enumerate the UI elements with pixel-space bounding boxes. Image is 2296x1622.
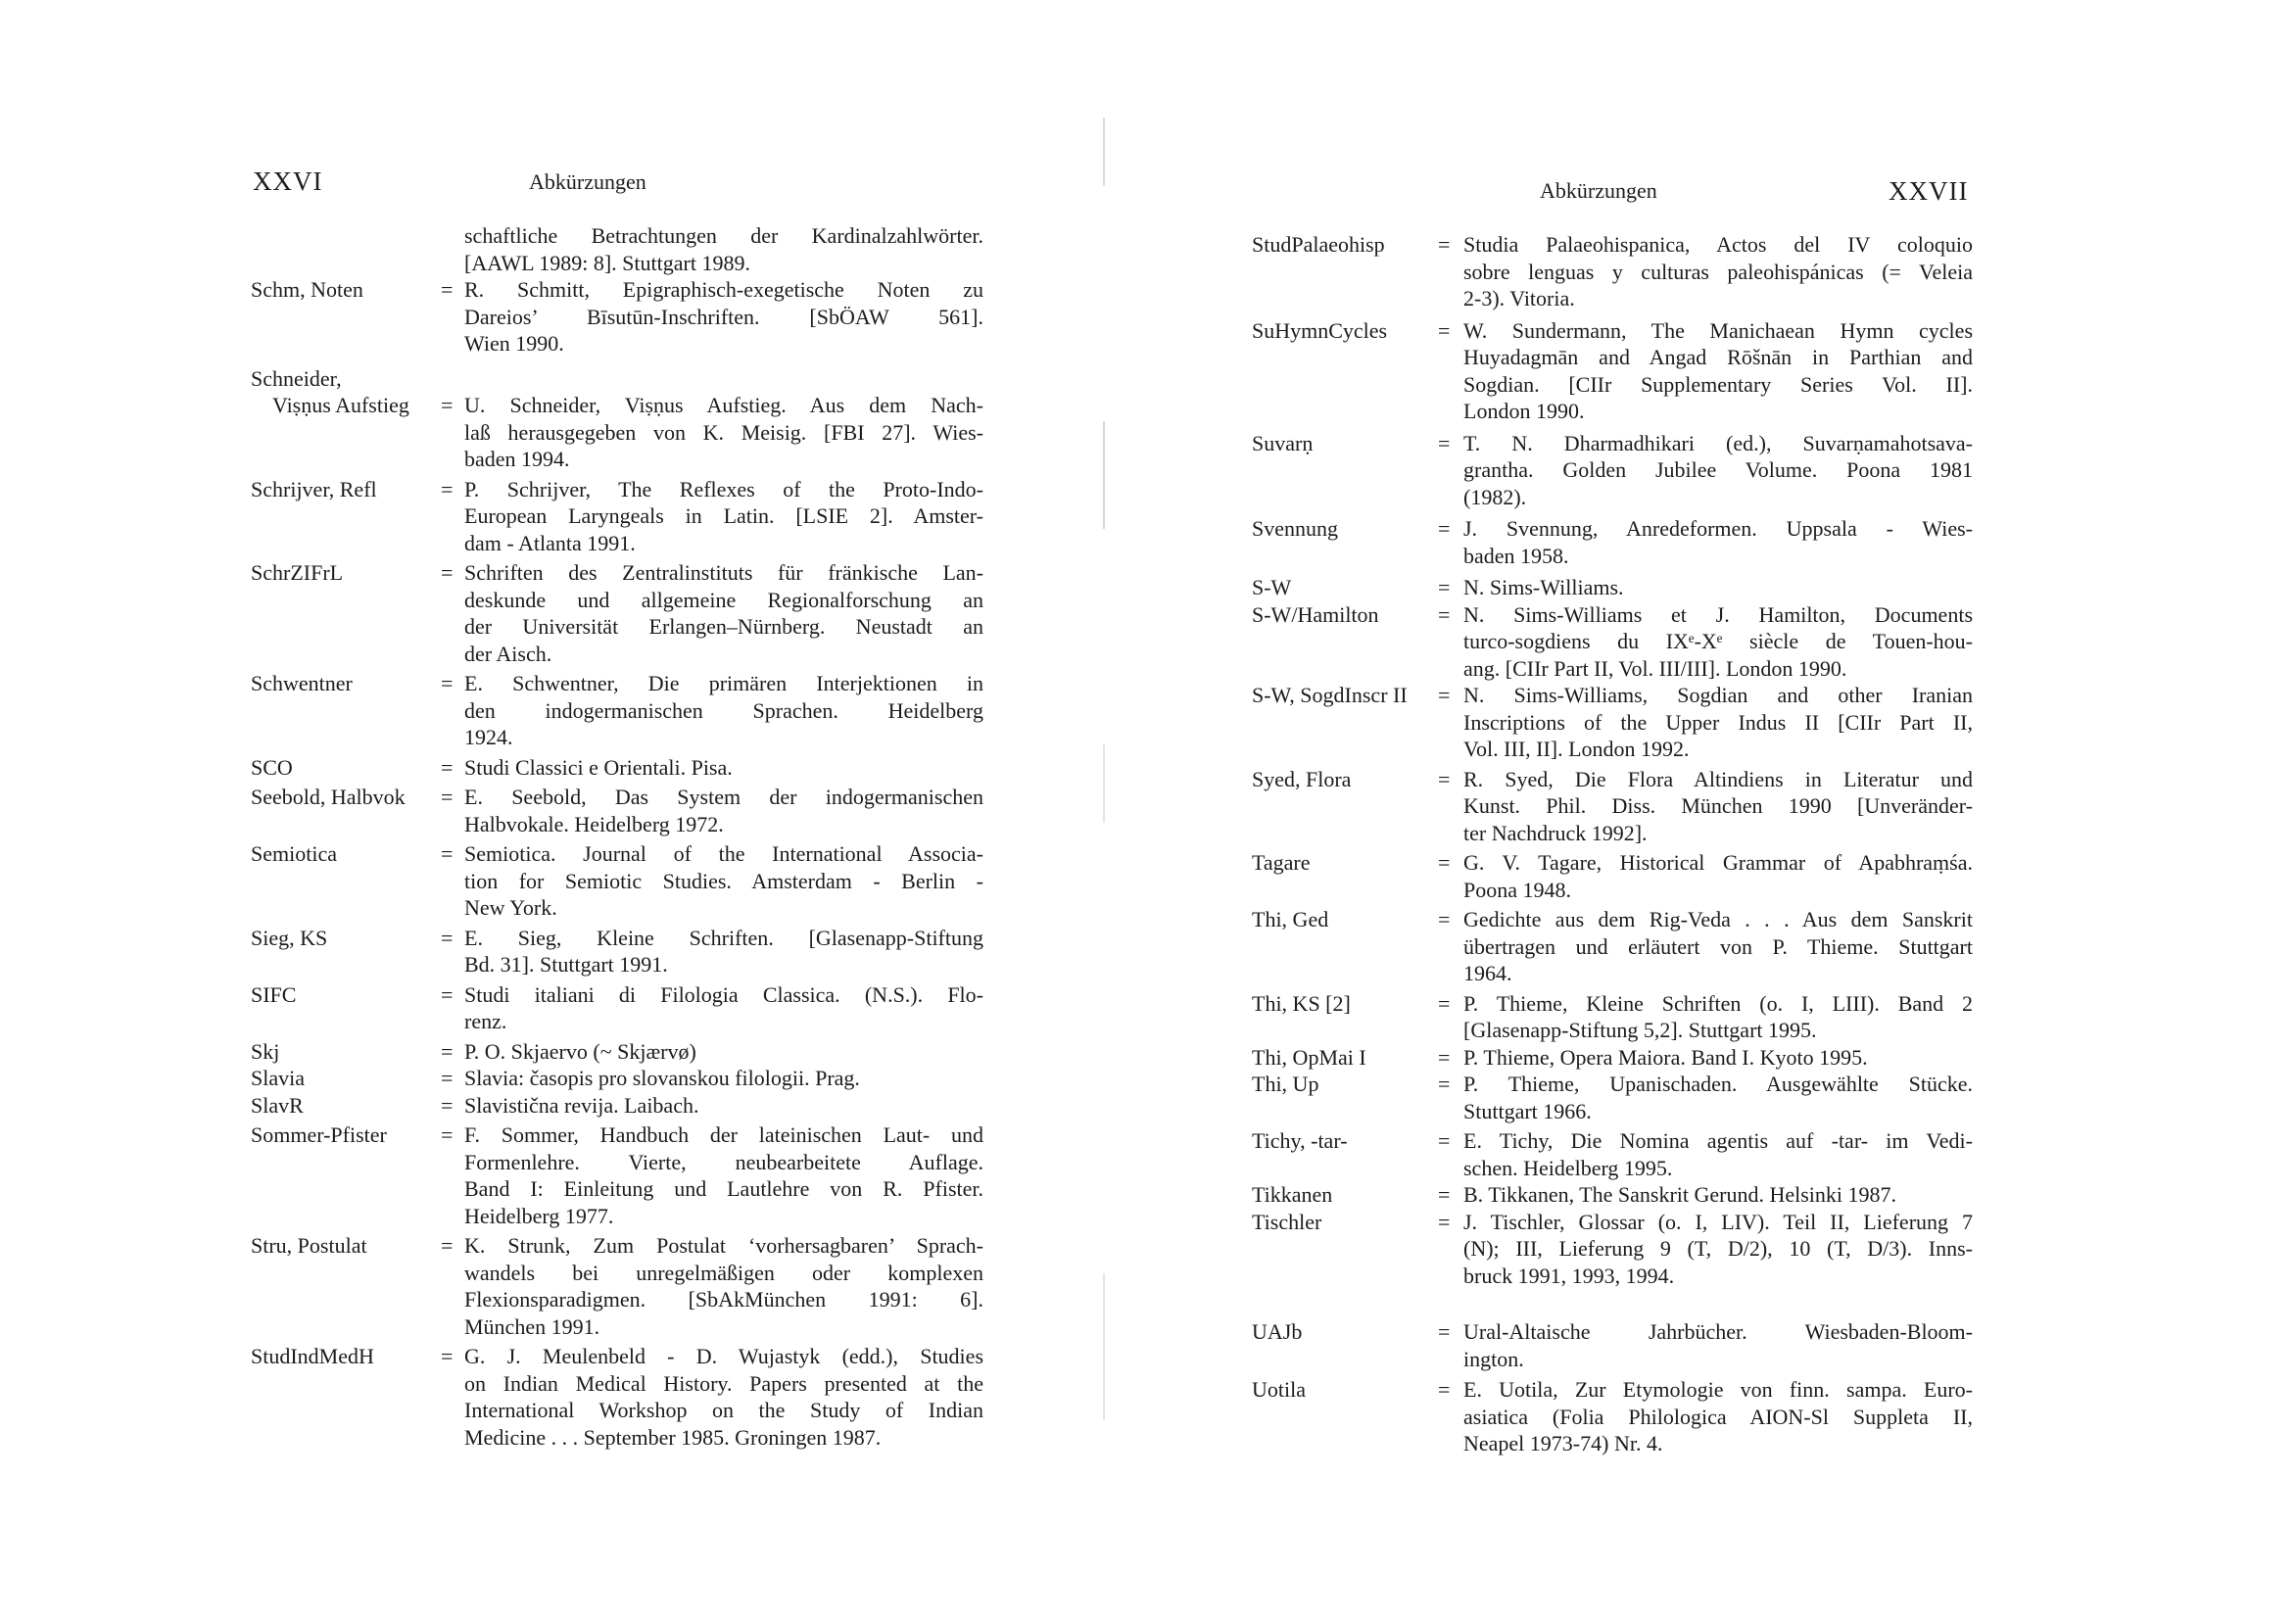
abbreviation-term: Sieg, KS	[251, 925, 328, 950]
abbreviation-term: Seebold, Halbvok	[251, 785, 406, 809]
abbreviation-definition	[1463, 1181, 1973, 1209]
equals-sign: =	[1438, 907, 1451, 931]
abbreviation-definition	[1463, 574, 1973, 601]
equals-sign: =	[441, 1066, 454, 1090]
abbreviation-definition	[464, 1065, 983, 1092]
abbreviation-entry	[251, 1232, 983, 1340]
abbreviation-definition	[464, 1038, 983, 1066]
text-line: E. Sieg, Kleine Schriften. [Glasenapp-Stiftung	[464, 925, 983, 950]
abbreviation-term: Sommer-Pfister	[251, 1122, 387, 1147]
text-line: Flexionsparadigmen. [SbAkMünchen 1991: 6].	[464, 1287, 983, 1312]
text-line: baden 1994.	[464, 447, 570, 471]
entry-list	[251, 222, 983, 1451]
abbreviation-term: Syed, Flora	[1252, 766, 1352, 791]
abbreviation-definition	[1463, 317, 1973, 425]
gutter-mark	[1103, 118, 1105, 186]
abbreviation-term: Semiotica	[251, 841, 337, 866]
text-line: schen. Heidelberg 1995.	[1463, 1155, 1673, 1180]
text-line: G. J. Meulenbeld - D. Wujastyk (edd.), Studies	[464, 1344, 983, 1368]
abbreviation-definition	[1463, 906, 1973, 987]
text-line: sobre lenguas y culturas paleohispánicas (= Veleia	[1463, 259, 1973, 284]
equals-sign: =	[441, 1122, 454, 1147]
abbreviation-entry	[1252, 906, 1973, 987]
abbreviation-entry	[251, 840, 983, 922]
text-line: Neapel 1973-74) Nr. 4.	[1463, 1431, 1663, 1455]
gutter-mark	[1103, 1273, 1105, 1420]
text-line: Bd. 31]. Stuttgart 1991.	[464, 952, 668, 977]
text-line: N. Sims-Williams.	[1463, 575, 1624, 599]
right-page	[1117, 0, 2296, 1622]
abbreviation-entry	[1252, 601, 1973, 683]
equals-sign: =	[1438, 1182, 1451, 1207]
abbreviation-definition	[464, 1092, 983, 1120]
text-line: Huyadagmān and Angad Rōšnān in Parthian and	[1463, 345, 1973, 369]
abbreviation-term: Viṣṇus Aufstieg	[272, 393, 409, 417]
text-line: P. Schrijver, The Reflexes of the Proto-Indo-	[464, 476, 983, 501]
abbreviation-entry	[1252, 1318, 1973, 1372]
text-line: E. Seebold, Das System der indogermanischen	[464, 785, 983, 809]
abbreviation-term: UAJb	[1252, 1319, 1303, 1344]
text-line: J. Tischler, Glossar (o. I, LIV). Teil II, Lieferung 7	[1463, 1209, 1973, 1234]
text-line: Slavia: časopis pro slovanskou filologii. Prag.	[464, 1066, 860, 1090]
text-line: Inscriptions of the Upper Indus II [CIIr Part II,	[1463, 709, 1973, 735]
abbreviation-definition	[464, 1232, 983, 1340]
abbreviation-definition	[464, 925, 983, 978]
text-line: U. Schneider, Viṣṇus Aufstieg. Aus dem Nach-	[464, 393, 983, 417]
abbreviation-entry	[251, 365, 983, 393]
abbreviation-term: Tagare	[1252, 850, 1311, 875]
abbreviation-entry	[1252, 1071, 1973, 1124]
abbreviation-definition	[464, 1343, 983, 1451]
abbreviation-definition	[464, 559, 983, 667]
abbreviation-term: Schneider,	[251, 365, 342, 391]
abbreviation-definition	[464, 981, 983, 1035]
abbreviation-term: SchrZIFrL	[251, 560, 344, 585]
equals-sign: =	[441, 1092, 454, 1118]
text-line: asiatica (Folia Philologica AION-Sl Suppleta II,	[1463, 1404, 1973, 1429]
abbreviation-entry	[251, 1121, 983, 1229]
equals-sign: =	[1438, 1072, 1451, 1096]
text-line: E. Tichy, Die Nomina agentis auf -tar- im Vedi-	[1463, 1128, 1973, 1153]
equals-sign: =	[1438, 232, 1451, 257]
abbreviation-definition	[464, 784, 983, 837]
equals-sign: =	[1438, 850, 1451, 875]
abbreviation-term: Thi, Ged	[1252, 907, 1329, 931]
text-line: renz.	[464, 1009, 507, 1033]
equals-sign: =	[441, 671, 454, 695]
equals-sign: =	[441, 841, 454, 866]
text-line: bruck 1991, 1993, 1994.	[1463, 1263, 1675, 1288]
text-line: Poona 1948.	[1463, 877, 1571, 902]
abbreviation-term: S-W, SogdInscr II	[1252, 683, 1408, 707]
abbreviation-entry	[251, 670, 983, 751]
abbreviation-entry	[251, 1343, 983, 1451]
equals-sign: =	[1438, 990, 1451, 1016]
equals-sign: =	[441, 754, 454, 780]
text-line: (1982).	[1463, 484, 1527, 509]
text-line: London 1990.	[1463, 399, 1585, 423]
text-line: 2-3). Vitoria.	[1463, 286, 1575, 310]
abbreviation-definition	[1463, 1318, 1973, 1372]
text-line: Semiotica. Journal of the International Associa-	[464, 841, 983, 866]
equals-sign: =	[441, 476, 454, 501]
text-line: laß herausgegeben von K. Meisig. [FBI 27]. Wies-	[464, 419, 983, 445]
abbreviation-term: Thi, Up	[1252, 1072, 1319, 1096]
text-line: der Aisch.	[464, 641, 552, 666]
abbreviation-entry	[1252, 430, 1973, 511]
abbreviation-definition	[1463, 1209, 1973, 1290]
text-line: Band I: Einleitung und Lautlehre von R. Pfister.	[464, 1176, 983, 1201]
abbreviation-definition	[1463, 1127, 1973, 1181]
equals-sign: =	[1438, 1044, 1451, 1070]
abbreviation-entry	[251, 981, 983, 1035]
continuation-text	[464, 222, 983, 276]
abbreviation-entry	[1252, 766, 1973, 847]
equals-sign: =	[1438, 516, 1451, 541]
text-line: New York.	[464, 895, 557, 920]
entry-list	[1252, 231, 1973, 1457]
abbreviation-entry	[251, 925, 983, 978]
abbreviation-term: Schrijver, Refl	[251, 476, 377, 501]
abbreviation-definition	[1463, 601, 1973, 683]
abbreviation-term: StudPalaeohisp	[1252, 232, 1385, 257]
text-line: B. Tikkanen, The Sanskrit Gerund. Helsinki 1987.	[1463, 1182, 1897, 1207]
abbreviation-term: Tikkanen	[1252, 1182, 1333, 1207]
abbreviation-entry	[1252, 1376, 1973, 1457]
text-line: N. Sims-Williams et J. Hamilton, Documents	[1463, 601, 1973, 627]
abbreviation-entry	[1252, 1209, 1973, 1290]
equals-sign: =	[441, 981, 454, 1007]
equals-sign: =	[441, 393, 454, 417]
text-line: [AAWL 1989: 8]. Stuttgart 1989.	[464, 250, 750, 275]
abbreviation-definition	[1463, 990, 1973, 1044]
running-title: Abkürzungen	[1540, 178, 1657, 203]
equals-sign: =	[1438, 601, 1451, 627]
abbreviation-term: Stru, Postulat	[251, 1233, 367, 1258]
equals-sign: =	[1438, 1209, 1451, 1234]
text-line: tion for Semiotic Studies. Amsterdam - Berlin -	[464, 868, 983, 893]
abbreviation-definition	[1463, 1044, 1973, 1072]
abbreviation-definition	[464, 1121, 983, 1229]
text-line: Heidelberg 1977.	[464, 1203, 614, 1228]
text-line: Stuttgart 1966.	[1463, 1098, 1592, 1123]
abbreviation-definition	[464, 754, 983, 782]
text-line: Formenlehre. Vierte, neubearbeitete Auflage.	[464, 1149, 983, 1174]
text-line: P. O. Skjaervo (~ Skjærvø)	[464, 1038, 696, 1064]
abbreviation-entry	[1252, 231, 1973, 312]
abbreviation-definition	[464, 365, 983, 393]
equals-sign: =	[1438, 575, 1451, 599]
abbreviation-term: SuHymnCycles	[1252, 317, 1388, 343]
text-line: R. Syed, Die Flora Altindiens in Literatur und	[1463, 766, 1973, 791]
abbreviation-entry	[251, 476, 983, 557]
text-line: G. V. Tagare, Historical Grammar of Apabhraṃśa.	[1463, 850, 1973, 875]
abbreviation-entry	[251, 1065, 983, 1092]
abbreviation-term: Suvarṇ	[1252, 430, 1314, 455]
abbreviation-definition	[464, 670, 983, 751]
abbreviation-definition	[1463, 682, 1973, 763]
abbreviation-entry	[1252, 1127, 1973, 1181]
abbreviation-term: Schm, Noten	[251, 277, 363, 302]
abbreviation-entry	[1252, 515, 1973, 569]
text-line: deskunde und allgemeine Regionalforschung an	[464, 587, 983, 612]
equals-sign: =	[1438, 430, 1451, 455]
running-title: Abkürzungen	[529, 169, 646, 194]
abbreviation-entry	[251, 559, 983, 667]
text-line: ang. [CIIr Part II, Vol. III/III]. London 1990.	[1463, 655, 1847, 681]
text-line: Medicine . . . September 1985. Groningen 1987.	[464, 1424, 882, 1450]
gutter-mark	[1103, 744, 1105, 823]
text-line: der Universität Erlangen–Nürnberg. Neustadt an	[464, 614, 983, 639]
text-line: [Glasenapp-Stiftung 5,2]. Stuttgart 1995.	[1463, 1018, 1817, 1042]
equals-sign: =	[441, 925, 454, 950]
text-line: F. Sommer, Handbuch der lateinischen Laut- und	[464, 1122, 983, 1147]
abbreviation-term: Tischler	[1252, 1209, 1322, 1234]
abbreviation-definition	[1463, 231, 1973, 312]
text-line: Sogdian. [CIIr Supplementary Series Vol. II].	[1463, 371, 1973, 397]
abbreviation-term: Thi, KS [2]	[1252, 990, 1351, 1016]
abbreviation-term: Uotila	[1252, 1377, 1306, 1402]
text-line: übertragen und erläutert von P. Thieme. Stuttgart	[1463, 933, 1973, 959]
text-line: 1924.	[464, 725, 513, 749]
abbreviation-definition	[464, 276, 983, 358]
abbreviation-entry	[251, 1092, 983, 1120]
text-line: W. Sundermann, The Manichaean Hymn cycles	[1463, 317, 1973, 343]
abbreviation-entry	[1252, 682, 1973, 763]
text-line: T. N. Dharmadhikari (ed.), Suvarṇamahotsava-	[1463, 430, 1973, 455]
abbreviation-definition	[464, 392, 983, 473]
text-line: (N); III, Lieferung 9 (T, D/2), 10 (T, D/3). Inns-	[1463, 1236, 1973, 1261]
text-line: Kunst. Phil. Diss. München 1990 [Unveränder-	[1463, 793, 1973, 818]
abbreviation-definition	[1463, 766, 1973, 847]
text-line: N. Sims-Williams, Sogdian and other Iranian	[1463, 683, 1973, 707]
text-line: Vol. III, II]. London 1992.	[1463, 737, 1690, 761]
abbreviation-term: Schwentner	[251, 671, 353, 695]
page-number: XXVI	[253, 167, 323, 196]
text-line: Studia Palaeohispanica, Actos del IV coloquio	[1463, 232, 1973, 257]
text-line: European Laryngeals in Latin. [LSIE 2]. Amster-	[464, 503, 983, 528]
abbreviation-entry	[251, 1038, 983, 1066]
equals-sign: =	[1438, 317, 1451, 343]
abbreviation-entry	[251, 276, 983, 358]
abbreviation-term: SlavR	[251, 1092, 304, 1118]
abbreviation-definition	[464, 476, 983, 557]
abbreviation-term: Svennung	[1252, 516, 1338, 541]
abbreviation-entry	[1252, 574, 1973, 601]
equals-sign: =	[441, 1038, 454, 1064]
text-line: J. Svennung, Anredeformen. Uppsala - Wies-	[1463, 516, 1973, 541]
abbreviation-definition	[1463, 1376, 1973, 1457]
text-line: P. Thieme, Upanischaden. Ausgewählte Stücke.	[1463, 1072, 1973, 1096]
equals-sign: =	[441, 277, 454, 302]
text-line: R. Schmitt, Epigraphisch-exegetische Noten zu	[464, 277, 983, 302]
equals-sign: =	[1438, 683, 1451, 707]
text-line: Halbvokale. Heidelberg 1972.	[464, 811, 724, 836]
text-line: on Indian Medical History. Papers presented at the	[464, 1370, 983, 1396]
abbreviation-term: SCO	[251, 754, 293, 780]
abbreviation-entry	[1252, 990, 1973, 1044]
text-line: turco-sogdiens du IXᵉ-Xᵉ siècle de Touen-hou-	[1463, 629, 1973, 653]
text-line: P. Thieme, Kleine Schriften (o. I, LIII). Band 2	[1463, 990, 1973, 1016]
text-line: E. Uotila, Zur Etymologie von finn. sampa. Euro-	[1463, 1377, 1973, 1402]
text-line: Slavistična revija. Laibach.	[464, 1092, 699, 1118]
text-line: Studi Classici e Orientali. Pisa.	[464, 754, 733, 780]
equals-sign: =	[441, 1233, 454, 1258]
text-line: Studi italiani di Filologia Classica. (N.S.). Flo-	[464, 981, 983, 1007]
text-line: Gedichte aus dem Rig-Veda . . . Aus dem Sanskrit	[1463, 907, 1973, 931]
equals-sign: =	[1438, 766, 1451, 791]
text-line: 1964.	[1463, 961, 1512, 985]
abbreviation-term: Skj	[251, 1038, 280, 1064]
gutter-mark	[1103, 421, 1105, 529]
left-page	[0, 0, 1117, 1622]
text-line: baden 1958.	[1463, 543, 1569, 568]
text-line: Dareios’ Bīsutūn-Inschriften. [SbÖAW 561].	[464, 304, 983, 329]
text-line: grantha. Golden Jubilee Volume. Poona 1981	[1463, 457, 1973, 482]
text-line: K. Strunk, Zum Postulat ‘vorhersagbaren’ Sprach-	[464, 1233, 983, 1258]
abbreviation-entry	[251, 754, 983, 782]
page-number: XXVII	[1889, 176, 1969, 206]
abbreviation-entry	[1252, 1044, 1973, 1072]
abbreviation-term: StudIndMedH	[251, 1344, 374, 1368]
abbreviation-entry	[251, 784, 983, 837]
text-line: ington.	[1463, 1346, 1524, 1371]
text-line: Schriften des Zentralinstituts für fränkische Lan-	[464, 560, 983, 585]
abbreviation-definition	[464, 840, 983, 922]
abbreviation-term: Thi, OpMai I	[1252, 1044, 1366, 1070]
equals-sign: =	[1438, 1319, 1451, 1344]
text-line: P. Thieme, Opera Maiora. Band I. Kyoto 1995.	[1463, 1044, 1868, 1070]
equals-sign: =	[441, 560, 454, 585]
text-line: E. Schwentner, Die primären Interjektionen in	[464, 671, 983, 695]
abbreviation-entry	[1252, 1181, 1973, 1209]
text-line: schaftliche Betrachtungen der Kardinalzahlwörter.	[464, 223, 983, 248]
text-line: Wien 1990.	[464, 331, 564, 356]
abbreviation-definition	[1463, 430, 1973, 511]
equals-sign: =	[441, 785, 454, 809]
abbreviation-definition	[1463, 515, 1973, 569]
abbreviation-entry	[1252, 849, 1973, 903]
abbreviation-term: Tichy, -tar-	[1252, 1128, 1348, 1153]
abbreviation-term: S-W	[1252, 575, 1292, 599]
text-line: ter Nachdruck 1992].	[1463, 820, 1648, 845]
abbreviation-definition	[1463, 1071, 1973, 1124]
equals-sign: =	[441, 1344, 454, 1368]
text-line: wandels bei unregelmäßigen oder komplexen	[464, 1260, 983, 1285]
abbreviation-term: SIFC	[251, 981, 297, 1007]
text-line: dam - Atlanta 1991.	[464, 530, 636, 555]
text-line: Ural-Altaische Jahrbücher. Wiesbaden-Bloom-	[1463, 1319, 1973, 1344]
abbreviation-entry	[251, 392, 983, 473]
abbreviation-term: Slavia	[251, 1066, 305, 1090]
text-line: den indogermanischen Sprachen. Heidelberg	[464, 697, 983, 723]
abbreviation-definition	[1463, 849, 1973, 903]
equals-sign: =	[1438, 1377, 1451, 1402]
text-line: München 1991.	[464, 1313, 600, 1339]
equals-sign: =	[1438, 1128, 1451, 1153]
abbreviation-entry	[1252, 317, 1973, 425]
abbreviation-term: S-W/Hamilton	[1252, 601, 1379, 627]
text-line: International Workshop on the Study of Indian	[464, 1398, 983, 1422]
